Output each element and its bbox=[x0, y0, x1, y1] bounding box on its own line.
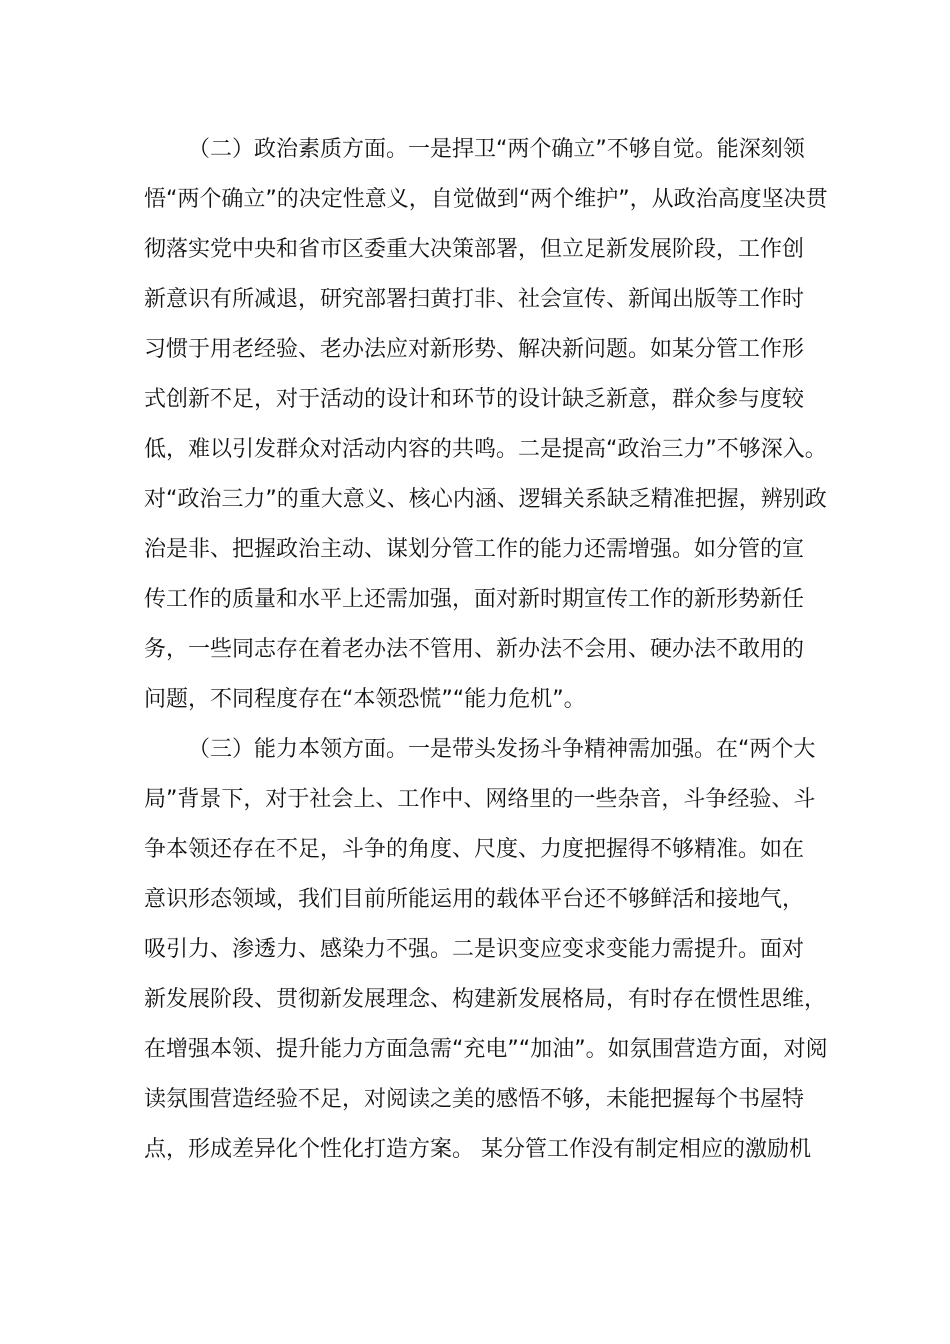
paragraph-line: （二）政治素质方面。一是捍卫“两个确立”不够自觉。能深刻领 bbox=[188, 137, 805, 162]
paragraph-line: 悟“两个确立”的决定性意义，自觉做到“两个维护”，从政治高度坚决贯 bbox=[144, 187, 828, 212]
paragraph-ability bbox=[144, 725, 828, 1175]
paragraph-line: 对“政治三力”的重大意义、核心内涵、逻辑关系缺乏精准把握，辨别政 bbox=[144, 487, 827, 512]
paragraph-line: 务，一些同志存在着老办法不管用、新办法不会用、硬办法不敢用的 bbox=[144, 637, 805, 662]
paragraph-line: 治是非、把握政治主动、谋划分管工作的能力还需增强。如分管的宣 bbox=[144, 537, 805, 562]
paragraph-line: 传工作的质量和水平上还需加强，面对新时期宣传工作的新形势新任 bbox=[144, 587, 805, 612]
paragraph-line: 意识形态领域，我们目前所能运用的载体平台还不够鲜活和接地气， bbox=[144, 887, 805, 912]
paragraph-line: 在增强本领、提升能力方面急需“充电”“加油”。如氛围营造方面，对阅 bbox=[144, 1037, 828, 1062]
paragraph-political-quality bbox=[144, 125, 828, 725]
paragraph-line: 式创新不足，对于活动的设计和环节的设计缺乏新意，群众参与度较 bbox=[144, 387, 805, 412]
paragraph-line: 习惯于用老经验、老办法应对新形势、解决新问题。如某分管工作形 bbox=[144, 337, 805, 362]
paragraph-line: （三）能力本领方面。一是带头发扬斗争精神需加强。在“两个大 bbox=[188, 737, 816, 762]
paragraph-line: 吸引力、渗透力、感染力不强。二是识变应变求变能力需提升。面对 bbox=[144, 937, 805, 962]
paragraph-line: 读氛围营造经验不足，对阅读之美的感悟不够，未能把握每个书屋特 bbox=[144, 1087, 805, 1112]
paragraph-line: 问题，不同程度存在“本领恐慌”“能力危机”。 bbox=[144, 687, 586, 712]
paragraph-line: 彻落实党中央和省市区委重大决策部署，但立足新发展阶段，工作创 bbox=[144, 237, 805, 262]
paragraph-line: 新发展阶段、贯彻新发展理念、构建新发展格局，有时存在惯性思维， bbox=[144, 987, 827, 1012]
paragraph-line: 争本领还存在不足，斗争的角度、尺度、力度把握得不够精准。如在 bbox=[144, 837, 805, 862]
paragraph-line: 低，难以引发群众对活动内容的共鸣。二是提高“政治三力”不够深入。 bbox=[144, 437, 827, 462]
paragraph-line: 新意识有所减退，研究部署扫黄打非、社会宣传、新闻出版等工作时 bbox=[144, 287, 805, 312]
paragraph-line: 局”背景下，对于社会上、工作中、网络里的一些杂音，斗争经验、斗 bbox=[144, 787, 816, 812]
paragraph-line: 点，形成差异化个性化打造方案。 某分管工作没有制定相应的激励机 bbox=[144, 1137, 811, 1162]
